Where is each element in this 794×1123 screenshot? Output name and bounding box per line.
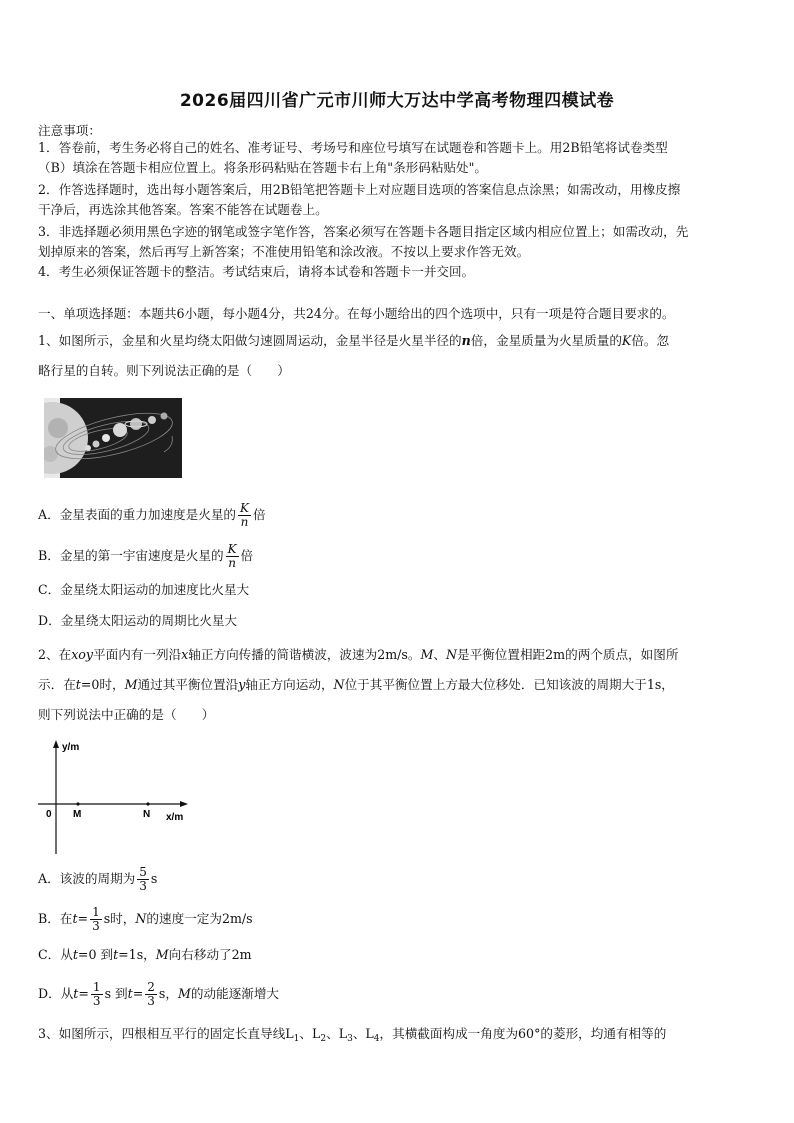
y-axis-label: y/m [62, 742, 80, 753]
fraction-1-3: $\frac{1}{3}$ [92, 905, 100, 933]
q2-stem-line1: 2、在xoy平面内有一列沿x轴正方向传播的简谐横波，波速为2m/s。M、N是平衡位置相距2m的两个质点，如图所 [38, 647, 679, 662]
q1-option-c: C．金星绕太阳运动的加速度比火星大 [38, 582, 250, 597]
fraction-1-3: $\frac{1}{3}$ [92, 980, 101, 1008]
notice-line-7: 4．考生必须保证答题卡的整洁。考试结束后，请将本试卷和答题卡一并交回。 [38, 264, 475, 279]
notice-line-3: 2．作答选择题时，选出每小题答案后，用2B铅笔把答题卡上对应题目选项的答案信息点涂黑；如需改动，用橡皮擦 [38, 182, 681, 197]
point-m [76, 802, 79, 805]
wave-axes-figure [36, 736, 196, 856]
q2-stem-line2: 示．在t=0时，M通过其平衡位置沿y轴正方向运动，N位于其平衡位置上方最大位移处．已知该波的周期大于1s， [38, 677, 674, 692]
fraction-k-over-n: $\frac{K}{n}$ [240, 501, 249, 529]
point-n [146, 802, 149, 805]
notice-line-1: 1．答卷前，考生务必将自己的姓名、准考证号、考场号和座位号填写在试题卷和答题卡上。用2B铅笔将试卷类型 [38, 140, 668, 155]
notice-heading: 注意事项： [38, 123, 101, 138]
y-axis-arrow [53, 740, 59, 748]
q1-option-a: A．金星表面的重力加速度是火星的 $\frac{K}{n}$ 倍 [38, 501, 266, 529]
q1-option-d: D．金星绕太阳运动的周期比火星大 [38, 613, 238, 628]
notice-line-6: 划掉原来的答案，然后再写上新答案；不准使用铅笔和涂改液。不按以上要求作答无效。 [38, 244, 530, 259]
section-heading: 一、单项选择题：本题共6小题，每小题4分，共24分。在每小题给出的四个选项中，只有一项是符合题目要求的。 [38, 306, 675, 321]
q1-stem-line2: 略行星的自转。则下列说法正确的是（ ） [38, 363, 290, 378]
q2-option-c: C．从t=0 到t=1s，M向右移动了2m [38, 947, 252, 962]
q1-option-b: B．金星的第一宇宙速度是火星的 $\frac{K}{n}$ 倍 [38, 542, 254, 570]
q2-option-b: B．在t= $\frac{1}{3}$ s时，N的速度一定为2m/s [38, 905, 253, 933]
solar-system-image [44, 398, 182, 478]
q2-option-a: A．该波的周期为 $\frac{5}{3}$ s [38, 865, 158, 893]
notice-line-4: 干净后，再选涂其他答案。答案不能答在试题卷上。 [38, 202, 328, 217]
x-axis-label: x/m [166, 812, 184, 823]
fraction-k-over-n: $\frac{K}{n}$ [227, 542, 237, 570]
x-axis-arrow [180, 801, 188, 807]
point-n-label: N [143, 809, 151, 820]
q1-stem-line1: 1、如图所示，金星和火星均绕太阳做匀速圆周运动，金星半径是火星半径的n倍，金星质量为火星质量的K倍。忽 [38, 333, 670, 348]
notice-line-2: （B）填涂在答题卡相应位置上。将条形码粘贴在答题卡右上角"条形码粘贴处"。 [38, 160, 488, 175]
origin-label: 0 [46, 809, 52, 820]
exam-title: 2026届四川省广元市川师大万达中学高考物理四模试卷 [179, 91, 615, 111]
notice-line-5: 3．非选择题必须用黑色字迹的钢笔或签字笔作答，答案必须写在答题卡各题目指定区域内相应位置上；如需改动，先 [38, 224, 689, 239]
solar-system-illustration [44, 398, 182, 478]
point-m-label: M [73, 809, 82, 820]
fraction-5-3: $\frac{5}{3}$ [139, 865, 147, 893]
fraction-2-3: $\frac{2}{3}$ [147, 980, 155, 1008]
q2-stem-line3: 则下列说法中正确的是（ ） [38, 707, 215, 722]
q2-option-d: D．从t= $\frac{1}{3}$ s 到t= $\frac{2}{3}$ s，M的动能逐渐增大 [38, 980, 280, 1008]
q3-stem-line1: 3、如图所示，四根相互平行的固定长直导线$L_1$、$L_2$、$L_3$、$L_4$，其横截面构成一角度为60°的菱形，均通有相等的 [38, 1026, 667, 1044]
